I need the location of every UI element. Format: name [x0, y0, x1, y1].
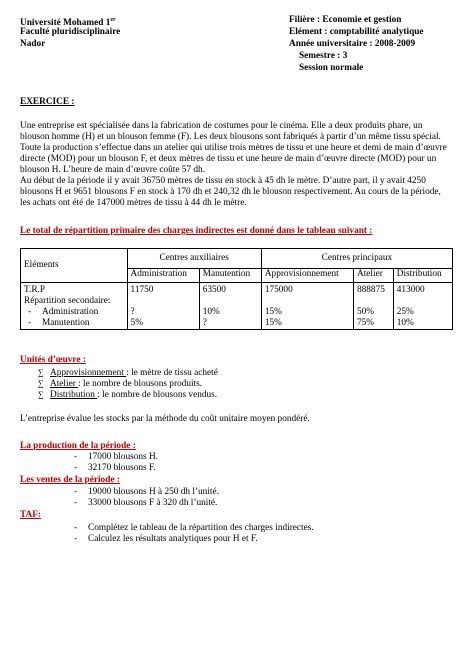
list-item: - 33000 blousons F à 320 dh l’unité. [74, 498, 218, 508]
col-approvisionnement: Approvisionnement [261, 269, 353, 283]
list-item: ∑ Distribution : le nombre de blousons vendus. [38, 390, 218, 400]
institution-header [20, 15, 120, 51]
city-name: Nador [20, 39, 46, 49]
university-name: Université Mohamed 1er [20, 17, 116, 29]
list-item: - 19000 blousons H à 250 dh l’unité. [74, 487, 219, 497]
list-item: - Complétez le tableau de la répartition des charges indirectes. [74, 523, 314, 533]
intro-paragraph-2: Au début de la période il y avait 36750 mètres de tissu en stock à 45 dh le mètre. D’autre part, il y avait 4250 blousons H et 9651 blousons F en stock à 170 dh et 240,32 dh le blouson respectivement. Au cours de la période, les achats ont été de 147000 mètres de tissu à 44 dh le mètre. [20, 176, 441, 208]
sales-list [74, 487, 219, 509]
list-item: - 32170 blousons F. [74, 463, 156, 473]
list-item: ∑ Approvisionnement : le mètre de tissu acheté [38, 368, 218, 378]
table-title: Le total de répartition primaire des charges indirectes est donné dans le tableau suivant : [20, 226, 373, 236]
cells-atelier: 888875 50% 75% [353, 283, 393, 330]
stock-method-text: L’entreprise évalue les stocks par la méthode du coût unitaire moyen pondéré. [20, 414, 310, 424]
charges-table [20, 248, 453, 330]
list-item: ∑ Atelier : le nombre de blousons produits. [38, 379, 203, 389]
table-group-header-row [21, 249, 453, 269]
course-header [289, 15, 424, 75]
sales-title: Les ventes de la période : [20, 475, 120, 485]
sigma-bullet-icon: ∑ [38, 379, 44, 388]
list-item: - 17000 blousons H. [74, 452, 158, 462]
semester: Semestre : 3 [299, 51, 348, 61]
taf-title: TAF: [20, 510, 41, 520]
intro-text [20, 121, 450, 209]
units-list [38, 367, 218, 400]
row-label: T.R.P Répartition secondaire: - Administration - Manutention [21, 283, 128, 330]
taf-list [74, 523, 314, 545]
cells-administration: 11750 ? 5% [127, 283, 199, 330]
filiere: Filière : Economie et gestion [289, 15, 402, 25]
faculty-name: Faculté pluridisciplinaire [20, 27, 121, 37]
col-distribution: Distribution [393, 269, 452, 283]
academic-year: Année universitaire : 2008-2009 [289, 39, 416, 49]
cells-manutention: 63500 10% ? [199, 283, 261, 330]
production-title: La production de la période : [20, 441, 136, 451]
intro-paragraph-1: Une entreprise est spécialisée dans la fabrication de costumes pour le cinéma. Elle a deux produits phare, un blouson homme (H) et un blouson femme (F). Les deux blousons sont fabriqués à partir d’un même tissu spécial. Toute la production s’effectue dans un atelier qui utilise trois mètres de tissu et une heure et demi de main d’œuvre directe (MOD) pour un blouson F, et deux mètres de tissu et une heure de main d’œuvre directe (MOD) pour un blouson H. L’heure de main d’œuvre coûte 57 dh. [20, 121, 447, 175]
main-centers-header: Centres principaux [261, 249, 452, 269]
col-manutention: Manutention [199, 269, 261, 283]
sigma-bullet-icon: ∑ [38, 368, 44, 377]
production-list [74, 452, 158, 474]
elements-header: Eléments [21, 249, 128, 283]
element: Elément : comptabilité analytique [289, 27, 424, 37]
aux-centers-header: Centres auxiliaires [127, 249, 261, 269]
units-title: Unités d’œuvre : [20, 355, 86, 365]
cells-approvisionnement: 175000 15% 15% [261, 283, 353, 330]
exercise-title: EXERCICE : [20, 97, 75, 107]
cells-distribution: 413000 25% 10% [393, 283, 452, 330]
table-row [21, 283, 453, 330]
session: Session normale [299, 63, 364, 73]
list-item: - Calculez les résultats analytiques pour H et F. [74, 534, 258, 544]
col-atelier: Atelier [353, 269, 393, 283]
col-administration: Administration [127, 269, 199, 283]
sigma-bullet-icon: ∑ [38, 390, 44, 399]
